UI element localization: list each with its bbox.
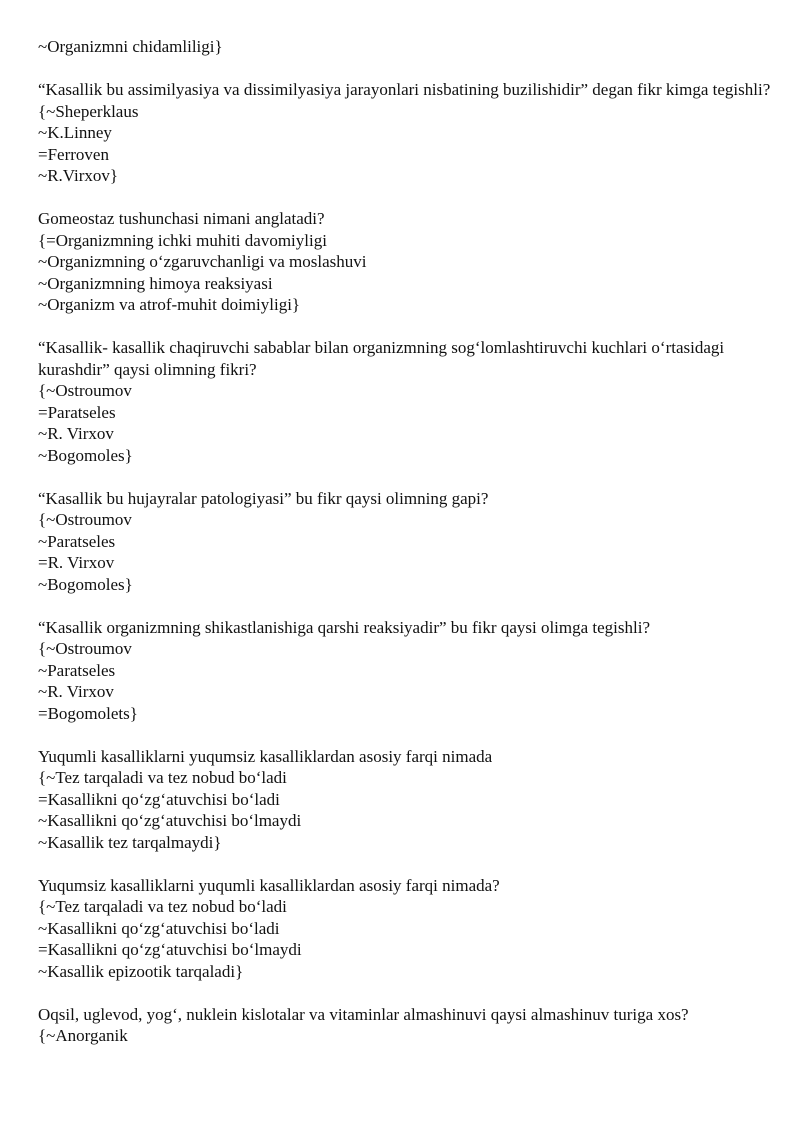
question-block — [38, 617, 778, 725]
answer-option: ~Bogomoles} — [38, 574, 133, 594]
answer-option: ~Kasallik tez tarqalmaydi} — [38, 832, 222, 852]
question-block — [38, 746, 778, 854]
answer-option: ~Paratseles — [38, 531, 116, 551]
answer-option: ~Paratseles — [38, 660, 116, 680]
question-text: “Kasallik organizmning shikastlanishiga qarshi reaksiyadir” bu fikr qaysi olimga tegishli? — [38, 617, 651, 637]
question-block — [38, 79, 778, 187]
answer-option: =Kasallikni qo‘zg‘atuvchisi bo‘ladi — [38, 789, 280, 809]
answer-option: ~Organizmni chidamliligi} — [38, 37, 223, 56]
answer-option: ~R.Virxov} — [38, 166, 119, 185]
answer-option: {~Ostroumov — [38, 381, 132, 400]
answer-option: =Ferroven — [38, 144, 109, 164]
answer-option: ~Organizm va atrof-muhit doimiyligi} — [38, 295, 301, 314]
answer-option: ~Kasallikni qo‘zg‘atuvchisi bo‘lmaydi — [38, 811, 302, 830]
question-text: Gomeostaz tushunchasi nimani anglatadi? — [38, 209, 325, 228]
answer-option: ~Kasallikni qo‘zg‘atuvchisi bo‘ladi — [38, 918, 280, 938]
question-text: “Kasallik- kasallik chaqiruvchi sabablar bilan organizmning sog‘lomlashtiruvchi kuchlari o‘rtasidagi kurashdir” qaysi olimning fikri? — [38, 338, 725, 379]
question-text: “Kasallik bu assimilyasiya va dissimilyasiya jarayonlari nisbatining buzilishidir” degan fikr kimga tegishli? — [38, 80, 771, 99]
answer-option: ~R. Virxov — [38, 682, 114, 701]
answer-option: {~Sheperklaus — [38, 101, 139, 121]
question-text: Yuqumli kasalliklarni yuqumsiz kasalliklardan asosiy farqi nimada — [38, 746, 493, 766]
answer-option: =R. Virxov — [38, 553, 115, 572]
document-page — [38, 36, 778, 1047]
question-block — [38, 1004, 778, 1047]
answer-option: ~Kasallik epizootik tarqaladi} — [38, 961, 244, 981]
question-block — [38, 36, 778, 58]
answer-option: {=Organizmning ichki muhiti davomiyligi — [38, 230, 327, 250]
question-text: Oqsil, uglevod, yog‘, nuklein kislotalar va vitaminlar almashinuvi qaysi almashinuv turiga xos? — [38, 1004, 689, 1024]
answer-option: ~Organizmning o‘zgaruvchanligi va moslashuvi — [38, 252, 367, 271]
answer-option: {~Anorganik — [38, 1026, 128, 1045]
answer-option: {~Ostroumov — [38, 510, 132, 529]
answer-option: ~Organizmning himoya reaksiyasi — [38, 273, 273, 293]
answer-option: ~K.Linney — [38, 123, 112, 142]
answer-option: ~Bogomoles} — [38, 445, 133, 465]
answer-option: =Kasallikni qo‘zg‘atuvchisi bo‘lmaydi — [38, 940, 302, 959]
answer-option: {~Tez tarqaladi va tez nobud bo‘ladi — [38, 768, 287, 787]
question-block — [38, 875, 778, 983]
answer-option: =Paratseles — [38, 402, 116, 422]
question-text: Yuqumsiz kasalliklarni yuqumli kasalliklardan asosiy farqi nimada? — [38, 875, 500, 895]
answer-option: {~Ostroumov — [38, 639, 132, 658]
question-block — [38, 337, 778, 466]
answer-option: {~Tez tarqaladi va tez nobud bo‘ladi — [38, 897, 287, 916]
question-text: “Kasallik bu hujayralar patologiyasi” bu fikr qaysi olimning gapi? — [38, 488, 489, 508]
answer-option: ~R. Virxov — [38, 424, 114, 443]
answer-option: =Bogomolets} — [38, 703, 138, 723]
question-block — [38, 488, 778, 596]
question-block — [38, 208, 778, 316]
